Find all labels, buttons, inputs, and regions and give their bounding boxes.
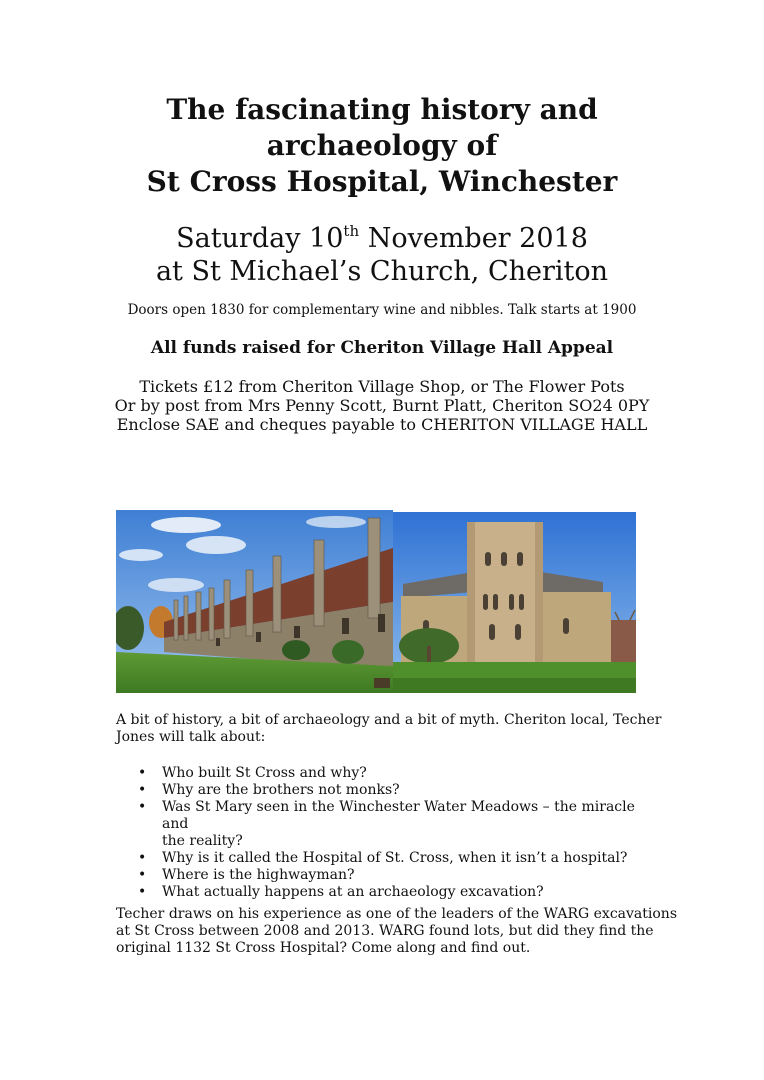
list-item	[138, 867, 658, 884]
doors-info: Doors open 1830 for complementary wine and nibbles. Talk starts at 1900	[127, 302, 637, 318]
title-line-3: St Cross Hospital, Winchester	[146, 165, 618, 198]
list-item-text: What actually happens at an archaeology excavation?	[162, 884, 544, 900]
title-line-1: The fascinating history and	[166, 93, 598, 126]
event-date-venue	[0, 222, 764, 288]
topics-list	[138, 765, 658, 901]
list-item	[138, 884, 658, 901]
date-prefix: Saturday 10	[176, 223, 344, 254]
date-suffix: November 2018	[359, 223, 588, 254]
bullet-marker: •	[138, 884, 147, 900]
bullet-marker: •	[138, 799, 147, 815]
bullet-marker: •	[138, 782, 147, 798]
intro-paragraph	[116, 712, 662, 746]
list-item-text: Why are the brothers not monks?	[162, 782, 400, 798]
event-venue: at St Michael’s Church, Cheriton	[155, 256, 609, 287]
list-item	[138, 782, 658, 799]
ticket-line-1: Tickets £12 from Cheriton Village Shop, or The Flower Pots	[139, 377, 625, 396]
outro-line-1: Techer draws on his experience as one of the leaders of the WARG excavations	[116, 906, 677, 922]
list-item-text: Where is the highwayman?	[162, 867, 355, 883]
bullet-marker: •	[138, 850, 147, 866]
list-item	[138, 799, 658, 850]
ticket-line-2: Or by post from Mrs Penny Scott, Burnt Platt, Cheriton SO24 0PY	[114, 396, 650, 415]
photo-strip	[116, 510, 636, 693]
bullet-marker: •	[138, 867, 147, 883]
church-photo	[393, 512, 636, 693]
outro-line-2: at St Cross between 2008 and 2013. WARG found lots, but did they find the	[116, 923, 654, 939]
ticket-info	[0, 377, 764, 434]
ticket-line-3: Enclose SAE and cheques payable to CHERITON VILLAGE HALL	[116, 415, 648, 434]
list-item-text: Who built St Cross and why?	[162, 765, 367, 781]
list-item-text-continued: the reality?	[162, 833, 243, 849]
poster-title	[0, 92, 764, 200]
list-item-text: Why is it called the Hospital of St. Cross, when it isn’t a hospital?	[162, 850, 628, 866]
event-date	[0, 222, 764, 255]
outro-line-3: original 1132 St Cross Hospital? Come along and find out.	[116, 940, 531, 956]
closing-paragraph	[116, 906, 677, 957]
intro-line-2: Jones will talk about:	[116, 729, 266, 745]
list-item	[138, 850, 658, 867]
list-item	[138, 765, 658, 782]
intro-line-1: A bit of history, a bit of archaeology and a bit of myth. Cheriton local, Techer	[116, 712, 662, 728]
funds-notice: All funds raised for Cheriton Village Hall Appeal	[150, 338, 614, 358]
bullet-marker: •	[138, 765, 147, 781]
title-line-2: archaeology of	[266, 129, 498, 162]
date-ordinal: th	[343, 222, 360, 240]
list-item-text: Was St Mary seen in the Winchester Water Meadows – the miracle and	[162, 799, 635, 832]
almshouses-photo	[116, 510, 393, 693]
